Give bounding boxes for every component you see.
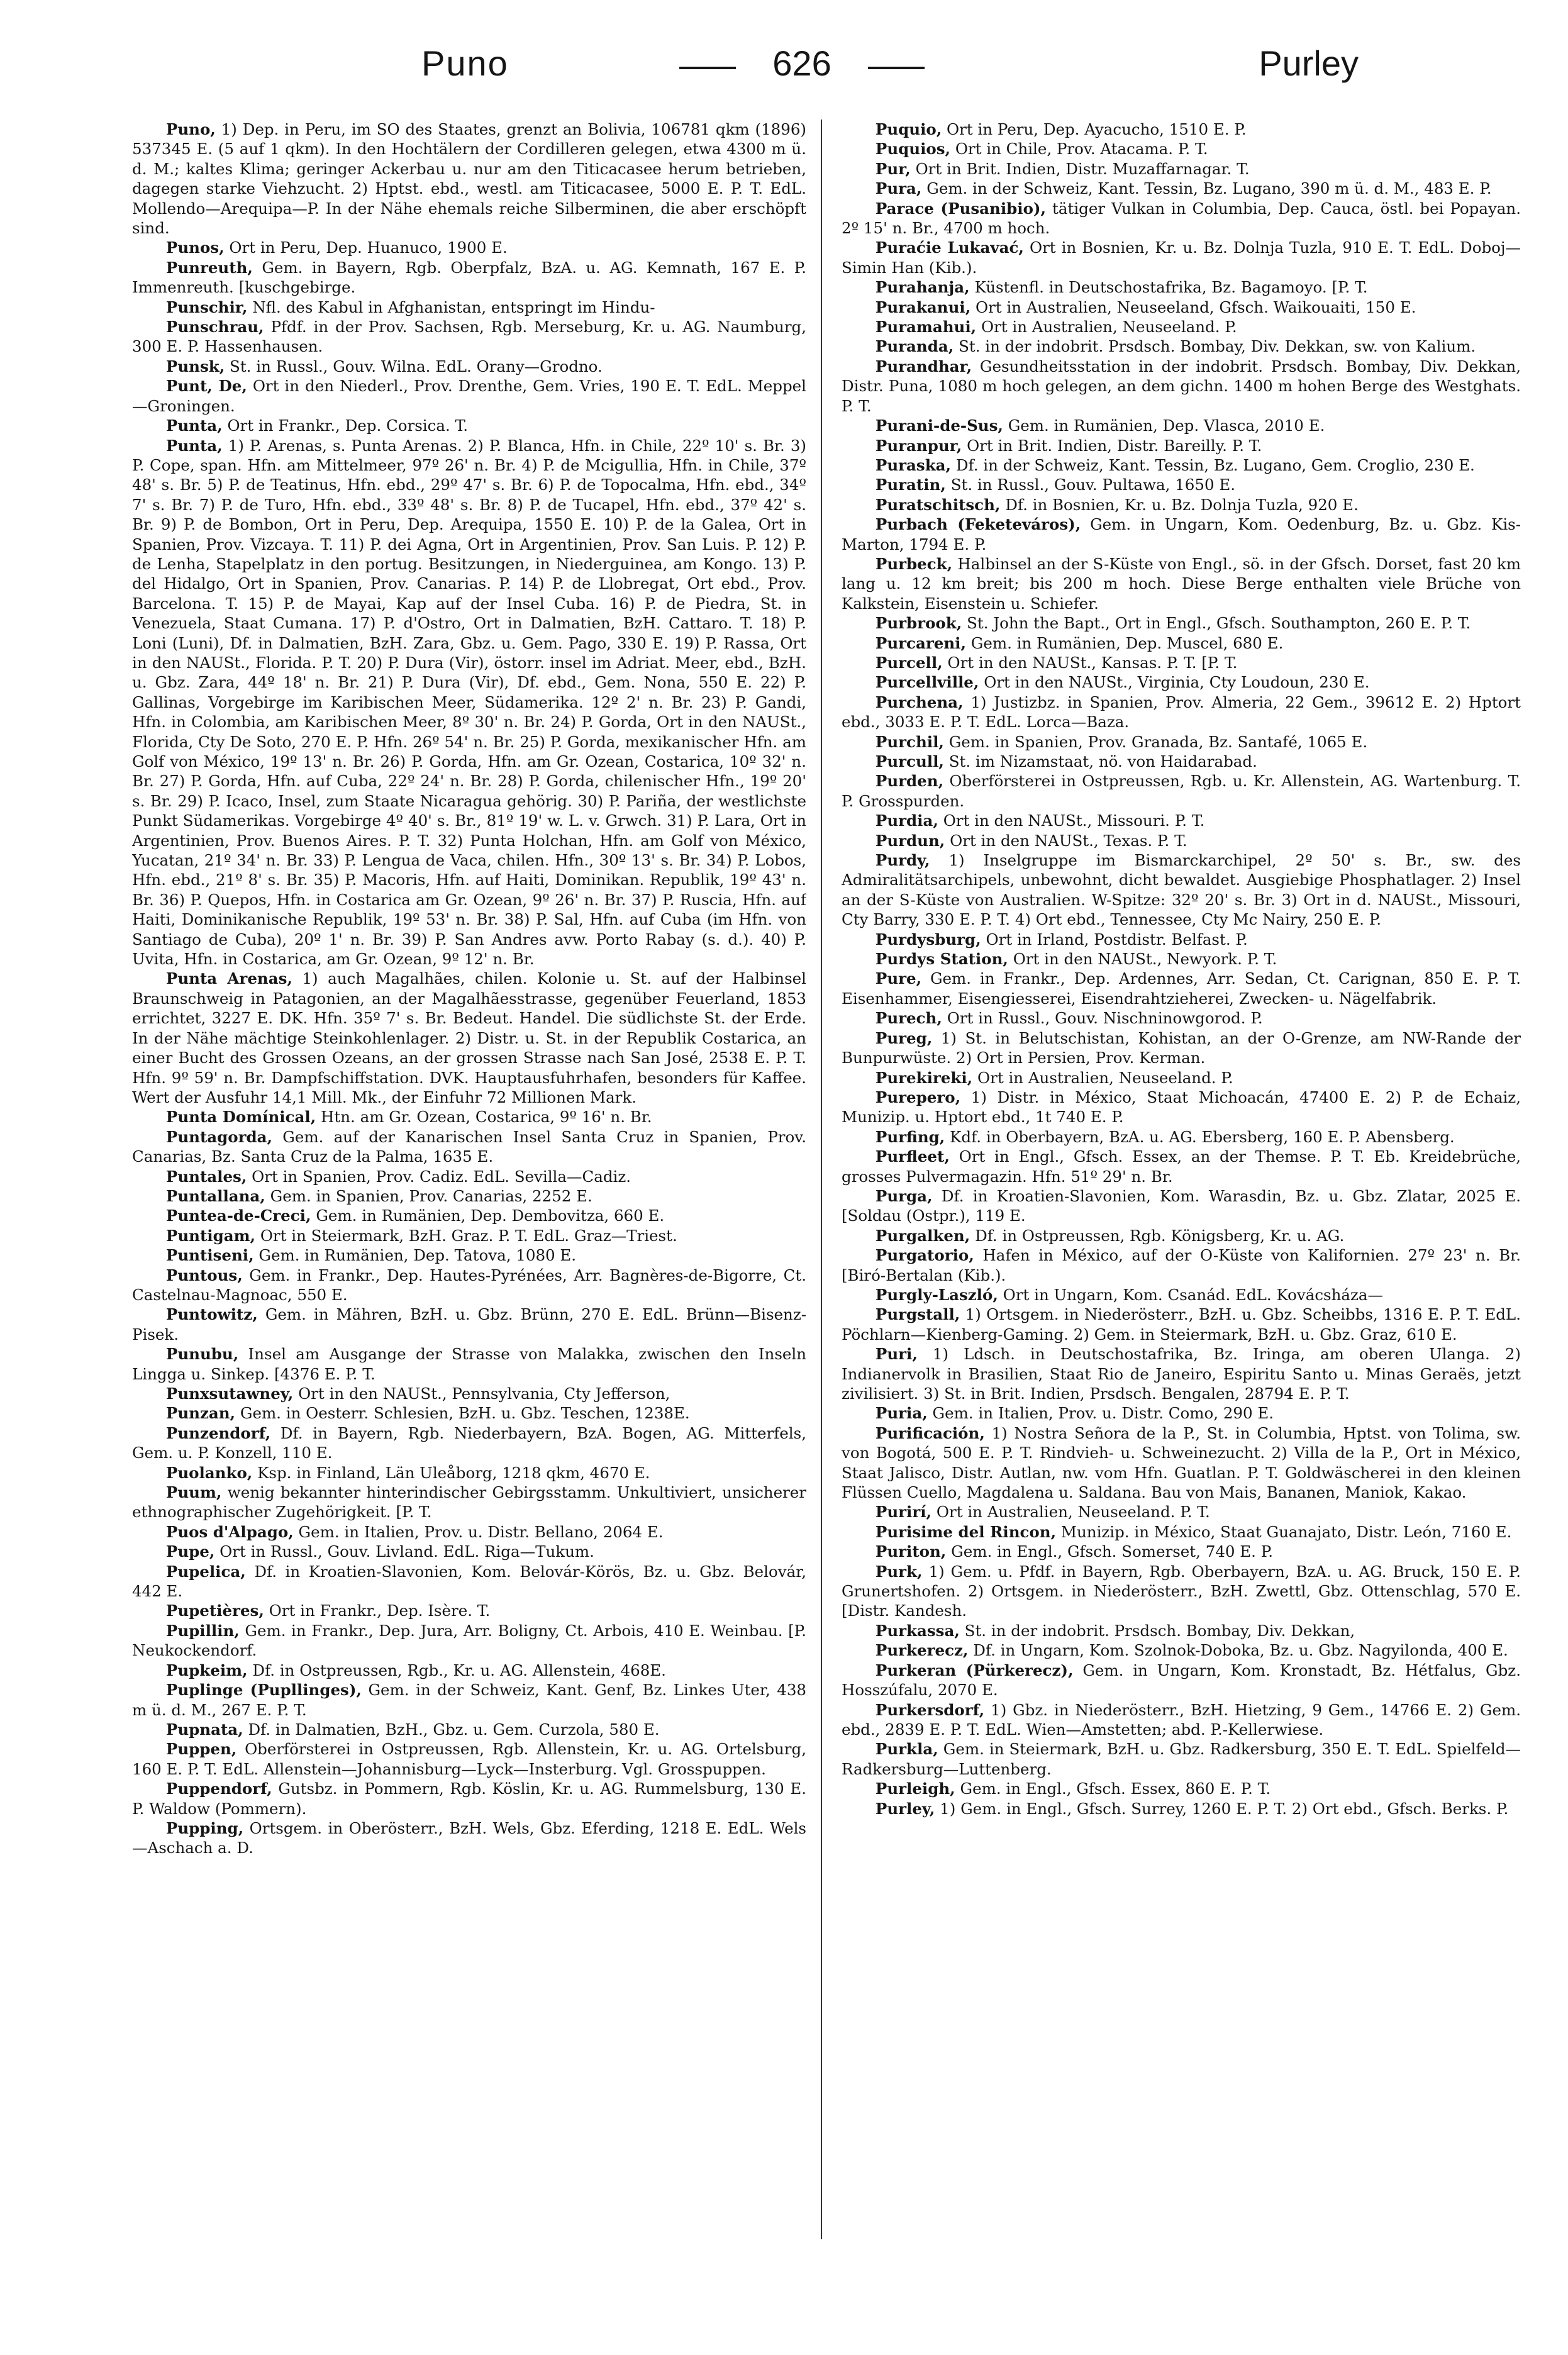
dictionary-entry	[132, 317, 806, 357]
entry-headword: Pur,	[875, 159, 911, 178]
entry-text: Gem. in Steiermark, BzH. u. Gbz. Radkersburg, 350 E. T. EdL. Spielfeld—Radkersburg—Luttenberg.	[842, 1740, 1521, 1778]
entry-text: Ort in Brit. Indien, Distr. Bareilly. P. T.	[967, 436, 1262, 455]
dictionary-entry	[842, 613, 1521, 633]
entry-headword: Purbach (Feketeváros),	[875, 515, 1081, 534]
entry-headword: Puntigam,	[165, 1226, 256, 1245]
entry-headword: Pupe,	[165, 1542, 215, 1561]
entry-headword: Pupelica,	[165, 1562, 246, 1581]
entry-headword: Puntales,	[165, 1167, 247, 1186]
entry-text: Ort in Brit. Indien, Distr. Muzaffarnagar. T.	[915, 159, 1250, 178]
dictionary-entry	[132, 357, 806, 376]
entry-headword: Purekireki,	[875, 1068, 973, 1087]
dictionary-entry	[842, 179, 1521, 198]
dictionary-entry	[842, 515, 1521, 554]
entry-text: Ksp. in Finland, Län Uleåborg, 1218 qkm, 4670 E.	[257, 1463, 650, 1482]
dictionary-entry	[842, 1423, 1521, 1503]
dictionary-entry	[132, 1739, 806, 1779]
dictionary-entry	[132, 376, 806, 416]
entry-text: Ort in Bosnien, Kr. u. Bz. Dolnja Tuzla, 910 E. T. EdL. Doboj—Simin Han (Kib.).	[842, 238, 1521, 277]
entry-headword: Punzan,	[165, 1404, 236, 1423]
entry-text: Nfl. des Kabul in Afghanistan, entspringt im Hindu-	[252, 298, 655, 316]
entry-text: Gem. in Spanien, Prov. Granada, Bz. Santafé, 1065 E.	[948, 732, 1368, 751]
dictionary-entry	[132, 1779, 806, 1818]
entry-text: 1) Ldsch. in Deutschostafrika, Bz. Iringa, am oberen Ulanga. 2) Indianervolk in Brasilien, Staat Rio de Janeiro, Espiritu Santo u. Minas Geraës, jetzt zivilisiert. 3) St. in Brit. Indien, Prsdsch. Bengalen, 28794 E. P. T.	[842, 1345, 1521, 1403]
dictionary-entry	[842, 1008, 1521, 1028]
dictionary-entry	[842, 436, 1521, 455]
entry-headword: Purificación,	[875, 1423, 985, 1442]
dictionary-entry	[842, 930, 1521, 949]
right-column	[842, 120, 1521, 2308]
entry-text: Gem. in Italien, Prov. u. Distr. Bellano, 2064 E.	[298, 1522, 664, 1541]
entry-headword: Pupetières,	[165, 1601, 264, 1620]
dictionary-entry	[842, 298, 1521, 317]
dictionary-entry	[842, 1344, 1521, 1403]
entry-headword: Pupping,	[165, 1818, 244, 1837]
dictionary-entry	[132, 1818, 806, 1858]
entry-headword: Puratin,	[875, 476, 946, 494]
entry-text: Ort in den NAUSt., Virginia, Cty Loudoun, 230 E.	[984, 673, 1370, 692]
dictionary-entry	[842, 969, 1521, 1008]
entry-text: Gem. in Ungarn, Kom. Oedenburg, Bz. u. Gbz. Kis-Marton, 1794 E. P.	[842, 515, 1521, 554]
entry-headword: Puntea-de-Creci,	[165, 1206, 311, 1225]
dictionary-entry	[132, 1423, 806, 1463]
entry-text: St. in der indobrit. Prsdsch. Bombay, Div. Dekkan,	[964, 1621, 1355, 1640]
entry-text: St. in Russl., Gouv. Pultawa, 1650 E.	[950, 476, 1235, 494]
dictionary-entry	[842, 811, 1521, 830]
entry-headword: Pupnata,	[165, 1720, 243, 1739]
entry-text: Df. in Kroatien-Slavonien, Kom. Warasdin, Bz. u. Gbz. Zlatar, 2025 E. [Soldau (Ostpr.), 119 E.	[842, 1186, 1521, 1225]
entry-headword: Purley,	[875, 1799, 935, 1818]
entry-text: Oberförsterei in Ostpreussen, Rgb. Allenstein, Kr. u. AG. Ortelsburg, 160 E. P. T. EdL. Allenstein—Johannisburg—Lyck—Insterburg. Vgl. Grosspuppen.	[132, 1740, 806, 1778]
dictionary-entry	[132, 416, 806, 435]
dictionary-entry	[842, 1640, 1521, 1660]
dictionary-entry	[842, 633, 1521, 653]
entry-headword: Punzendorf,	[165, 1423, 271, 1442]
dictionary-entry	[842, 1542, 1521, 1561]
entry-headword: Puranda,	[875, 337, 954, 356]
entry-text: Df. in Kroatien-Slavonien, Kom. Belovár-Körös, Bz. u. Gbz. Belovár, 442 E.	[132, 1562, 806, 1601]
entry-text: 1) Gbz. in Niederösterr., BzH. Hietzing, 9 Gem., 14766 E. 2) Gem. ebd., 2839 E. P. T. EdL. Wien—Amstetten; abd. P.-Kellerwiese.	[842, 1700, 1521, 1739]
entry-text: wenig bekannter hinterindischer Gebirgsstamm. Unkultiviert, unsicherer ethnographischer Zugehörigkeit. [P. T.	[132, 1483, 806, 1522]
dictionary-entry	[132, 1245, 806, 1265]
entry-headword: Purfing,	[875, 1127, 945, 1146]
entry-headword: Purkassa,	[875, 1621, 960, 1640]
entry-text: 1) Distr. in México, Staat Michoacán, 47400 E. 2) P. de Echaiz, Munizip. u. Hptort ebd., 1t 740 E. P.	[842, 1088, 1521, 1127]
entry-text: Ort in Australien, Neuseeland. P. T.	[936, 1503, 1210, 1522]
entry-text: Ort in den NAUSt., Pennsylvania, Cty Jefferson,	[298, 1384, 670, 1403]
entry-headword: Puriton,	[875, 1542, 947, 1561]
dictionary-entry	[842, 159, 1521, 179]
entry-text: Ort in den NAUSt., Newyork. P. T.	[1013, 950, 1277, 969]
entry-headword: Purk,	[875, 1562, 923, 1581]
dictionary-entry	[842, 1226, 1521, 1245]
entry-text: Gem. in Rumänien, Dep. Vlasca, 2010 E.	[1008, 416, 1325, 435]
dictionary-entry	[842, 1147, 1521, 1186]
entry-text: Ort in Ungarn, Kom. Csanád. EdL. Kovácsháza—	[1003, 1285, 1384, 1304]
entry-headword: Pupillin,	[165, 1621, 240, 1640]
entry-text: Gem. in der Schweiz, Kant. Genf, Bz. Linkes Uter, 438 m ü. d. M., 267 E. P. T.	[132, 1681, 806, 1719]
page-header	[120, 38, 1472, 107]
entry-text: Gem. in Rumänien, Dep. Dembovitza, 660 E.	[316, 1206, 665, 1225]
entry-headword: Puquios,	[875, 140, 951, 159]
entry-headword: Puntowitz,	[165, 1305, 258, 1324]
entry-text: Df. in der Schweiz, Kant. Tessin, Bz. Lugano, Gem. Croglio, 230 E.	[955, 455, 1475, 474]
entry-headword: Parace (Pusanibio),	[875, 199, 1047, 218]
entry-text: Gem. auf der Kanarischen Insel Santa Cruz in Spanien, Prov. Canarias, Bz. Santa Cruz de la Palma, 1635 E.	[132, 1127, 806, 1166]
entry-headword: Puri,	[875, 1345, 918, 1364]
page-number: 626	[686, 43, 918, 84]
entry-text: Ort in Irland, Postdistr. Belfast. P.	[986, 930, 1248, 949]
entry-text: 1) Ortsgem. in Niederösterr., BzH. u. Gbz. Scheibbs, 1316 E. P. T. EdL. Pöchlarn—Kienberg-Gaming. 2) Gem. in Steiermark, BzH. u. Gbz. Graz, 610 E.	[842, 1305, 1521, 1344]
entry-headword: Purdysburg,	[875, 930, 981, 949]
entry-text: Df. in Bayern, Rgb. Niederbayern, BzA. Bogen, AG. Mitterfels, Gem. u. P. Konzell, 110 E.	[132, 1423, 806, 1462]
entry-headword: Purgatorio,	[875, 1246, 974, 1265]
entry-text: Ort in Steiermark, BzH. Graz. P. T. EdL. Graz—Triest.	[260, 1226, 677, 1245]
entry-text: Df. in Ungarn, Kom. Szolnok-Doboka, Bz. u. Gbz. Nagyilonda, 400 E.	[973, 1641, 1508, 1660]
entry-headword: Purech,	[875, 1009, 942, 1028]
dictionary-entry	[842, 317, 1521, 337]
dictionary-entry	[842, 416, 1521, 435]
entry-text: 1) Gem. u. Pfdf. in Bayern, Rgb. Oberbayern, BzA. u. AG. Bruck, 150 E. P. Grunertshofen. 2) Ortsgem. in Niederösterr., BzH. Zwettl, Gbz. Ottenschlag, 570 E. [Distr. Kandesh.	[842, 1562, 1521, 1620]
dictionary-entry	[132, 1621, 806, 1661]
entry-headword: Punreuth,	[165, 258, 253, 277]
entry-text: St. John the Bapt., Ort in Engl., Gfsch. Southampton, 260 E. P. T.	[967, 614, 1471, 633]
entry-text: St. im Nizamstaat, nö. von Haidarabad.	[948, 752, 1257, 771]
entry-text: Htn. am Gr. Ozean, Costarica, 9º 16' n. Br.	[321, 1108, 652, 1127]
entry-text: Ort in Australien, Neuseeland. P.	[981, 318, 1237, 337]
entry-text: Gesundheitsstation in der indobrit. Prsdsch. Bombay, Div. Dekkan, Distr. Puna, 1080 m hoch gelegen, an dem gichn. 1400 m hohen Berge des Westghats. P. T.	[842, 357, 1521, 415]
entry-headword: Purani-de-Sus,	[875, 416, 1003, 435]
entry-headword: Puranpur,	[875, 436, 962, 455]
entry-headword: Punta,	[165, 436, 223, 455]
entry-text: Gem. in Ungarn, Kom. Kronstadt, Bz. Hétfalus, Gbz. Hosszúfalu, 2070 E.	[842, 1661, 1521, 1700]
dictionary-entry	[842, 850, 1521, 930]
entry-text: Ort in Spanien, Prov. Cadiz. EdL. Sevilla—Cadiz.	[252, 1167, 631, 1186]
entry-headword: Puplinge (Pupllinges),	[165, 1681, 362, 1700]
entry-headword: Purchena,	[875, 693, 964, 711]
entry-text: Hafen in México, auf der O-Küste von Kalifornien. 27º 23' n. Br. [Biró-Bertalan (Kib.).	[842, 1246, 1521, 1284]
dictionary-entry	[132, 1127, 806, 1167]
dictionary-entry	[132, 120, 806, 238]
entry-text: 1) Inselgruppe im Bismarckarchipel, 2º 50' s. Br., sw. des Admiralitätsarchipels, unbewohnt, dicht bewaldet. Ausgiebige Phosphatlager. 2) Insel an der S-Küste von Australien. W-Spitze: 32º 20' s. Br. 3) Ort in d. NAUSt., Missouri, Cty Barry, 330 E. P. T. 4) Ort ebd., Tennessee, Cty Mc Nairy, 250 E. P.	[842, 851, 1521, 929]
entry-headword: Puolanko,	[165, 1463, 253, 1482]
dictionary-entry	[132, 1107, 806, 1127]
entry-text: Gem. in Rumänien, Dep. Muscel, 680 E.	[970, 633, 1284, 652]
entry-headword: Punschir,	[165, 298, 248, 316]
entry-headword: Purandhar,	[875, 357, 972, 376]
entry-text: 1) Justizbz. in Spanien, Prov. Almeria, 22 Gem., 39612 E. 2) Hptort ebd., 3033 E. P. T. EdL. Lorca—Baza.	[842, 693, 1521, 732]
dictionary-entry	[842, 1739, 1521, 1779]
dictionary-entry	[842, 831, 1521, 850]
entry-text: Ort in Australien, Neuseeland. P.	[977, 1068, 1233, 1087]
entry-headword: Puraćie Lukavać,	[875, 238, 1024, 257]
entry-text: Ort in Frankr., Dep. Corsica. T.	[227, 416, 469, 435]
entry-text: Gem. in Bayern, Rgb. Oberpfalz, BzA. u. AG. Kemnath, 167 E. P. Immenreuth. [kuschgebirge.	[132, 258, 806, 297]
dictionary-entry	[132, 1562, 806, 1601]
entry-headword: Purbrook,	[875, 614, 962, 633]
dictionary-entry	[842, 455, 1521, 475]
dictionary-entry	[132, 238, 806, 257]
entry-text: Gem. in Frankr., Dep. Hautes-Pyrénées, Arr. Bagnères-de-Bigorre, Ct. Castelnau-Magnoac, 550 E.	[132, 1266, 806, 1304]
entry-headword: Purirí,	[875, 1503, 932, 1522]
dictionary-entry	[842, 653, 1521, 672]
entry-headword: Purkeran (Pürkerecz),	[875, 1661, 1074, 1679]
dictionary-entry	[842, 752, 1521, 771]
entry-headword: Purden,	[875, 772, 944, 791]
entry-headword: Pureg,	[875, 1028, 933, 1047]
entry-text: Gem. in Engl., Gfsch. Somerset, 740 E. P.	[951, 1542, 1274, 1561]
dictionary-entry	[132, 1384, 806, 1403]
entry-headword: Purkerecz,	[875, 1641, 969, 1660]
dictionary-entry	[132, 1206, 806, 1225]
dictionary-entry	[132, 1522, 806, 1542]
entry-headword: Purbeck,	[875, 554, 953, 573]
dictionary-entry	[132, 1542, 806, 1561]
dictionary-entry	[132, 969, 806, 1107]
dictionary-entry	[842, 1779, 1521, 1798]
entry-text: Ort in Peru, Dep. Huanuco, 1900 E.	[229, 238, 508, 257]
entry-headword: Puraska,	[875, 455, 952, 474]
entry-text: Ort in Peru, Dep. Ayacucho, 1510 E. P.	[947, 120, 1247, 138]
entry-text: Ort in Chile, Prov. Atacama. P. T.	[955, 140, 1208, 159]
dictionary-entry	[132, 1226, 806, 1245]
dictionary-entry	[132, 298, 806, 317]
dictionary-entry	[842, 120, 1521, 139]
entry-headword: Purepero,	[875, 1088, 961, 1106]
entry-text: Küstenfl. in Deutschostafrika, Bz. Bagamoyo. [P. T.	[974, 278, 1368, 297]
entry-headword: Purcareni,	[875, 633, 966, 652]
dictionary-entry	[842, 1186, 1521, 1226]
entry-text: Gem. in der Schweiz, Kant. Tessin, Bz. Lugano, 390 m ü. d. M., 483 E. P.	[926, 179, 1492, 198]
entry-text: Kdf. in Oberbayern, BzA. u. AG. Ebersberg, 160 E. P. Abensberg.	[950, 1127, 1455, 1146]
dictionary-entry	[132, 1483, 806, 1522]
entry-headword: Purcell,	[875, 653, 943, 672]
entry-text: Gem. in Rumänien, Dep. Tatova, 1080 E.	[259, 1246, 577, 1265]
dictionary-entry	[132, 1680, 806, 1720]
entry-text: Ort in den Niederl., Prov. Drenthe, Gem. Vries, 190 E. T. EdL. Meppel—Groningen.	[132, 377, 806, 415]
entry-headword: Puquio,	[875, 120, 942, 138]
running-head-first-entry: Puno	[421, 43, 509, 83]
entry-headword: Puno,	[165, 120, 216, 138]
entry-headword: Punschrau,	[165, 318, 264, 337]
entry-headword: Purdy,	[875, 851, 930, 870]
entry-headword: Purga,	[875, 1186, 933, 1205]
dictionary-entry	[132, 1720, 806, 1739]
entry-headword: Purdia,	[875, 811, 938, 830]
dictionary-entry	[842, 277, 1521, 297]
entry-text: Df. in Dalmatien, BzH., Gbz. u. Gem. Curzola, 580 E.	[248, 1720, 660, 1739]
entry-text: Munizip. in México, Staat Guanajato, Distr. León, 7160 E.	[1060, 1522, 1512, 1541]
dictionary-entry	[842, 1028, 1521, 1068]
dictionary-entry	[842, 1285, 1521, 1305]
entry-headword: Purdun,	[875, 831, 945, 850]
entry-headword: Puntous,	[165, 1266, 243, 1284]
dictionary-entry	[132, 1601, 806, 1620]
entry-headword: Purfleet,	[875, 1147, 950, 1166]
entry-headword: Puntallana,	[165, 1186, 265, 1205]
running-head-last-entry: Purley	[1259, 43, 1359, 83]
entry-headword: Punta,	[165, 416, 223, 435]
entry-text: Ort in Frankr., Dep. Isère. T.	[269, 1601, 491, 1620]
entry-text: St. in der indobrit. Prsdsch. Bombay, Div. Dekkan, sw. von Kalium.	[959, 337, 1476, 356]
entry-text: Oberförsterei in Ostpreussen, Rgb. u. Kr. Allenstein, AG. Wartenburg. T. P. Grosspurden.	[842, 772, 1521, 810]
entry-text: 1) P. Arenas, s. Punta Arenas. 2) P. Blanca, Hfn. in Chile, 22º 10' s. Br. 3) P. Cope, span. Hfn. am Mittelmeer, 97º 26' n. Br. 4) P. de Mcigullia, Hfn. in Chile, 37º 48' s. Br. 5) P. de Teatinus, Hfn. ebd., 29º 47' s. Br. 6) P. de Topocalma, Hfn. ebd., 34º 7' s. Br. 7) P. de Turo, Hfn. ebd., 33º 48' s. Br. 8) P. de Tucapel, Hfn. ebd., 37º 42' s. Br. 9) P. de Bombon, Ort in Peru, Dep. Arequipa, 1550 E. 10) P. de la Galea, Ort in Spanien, Prov. Vizcaya. T. 11) P. dei Agna, Ort in Argentinien, Prov. San Luis. P. 12) P. de Lenha, Stapelplatz in den portug. Besitzungen, in Niederguinea, am Kongo. 13) P. del Hidalgo, Ort in Spanien, Prov. Canarias. P. 14) P. de Llobregat, Ort ebd., Prov. Barcelona. T. 15) P. de Mayai, Kap auf der Insel Cuba. 16) P. de Piedra, St. in Venezuela, Staat Cumana. 17) P. d'Ostro, Ort in Dalmatien, BzH. Cattaro. T. 18) P. Loni (Luni), Df. in Dalmatien, BzH. Zara, Gbz. u. Gem. Pago, 330 E. 19) P. Rassa, Ort in den NAUSt., Florida. P. T. 20) P. Dura (Vir), östorr. insel im Adriat. Meer, ebd., BzH. u. Gbz. Zara, 44º 18' n. Br. 21) P. Dura (Vir), Df. ebd., Gem. Nona, 550 E. 22) P. Gallinas, Vorgebirge im Karibischen Meer, Südamerika. 12º 2' n. Br. 23) P. Gandi, Hfn. in Colombia, am Karibischen Meer, 8º 30' n. Br. 24) P. Gorda, Ort in den NAUSt., Florida, Cty De Soto, 270 E. P. Hfn. 26º 54' n. Br. 25) P. Gorda, mexikanischer Hfn. am Golf von México, 19º 13' n. Br. 26) P. Gorda, Hfn. am Gr. Ozean, Costarica, 10º 32' n. Br. 27) P. Gorda, Hfn. auf Cuba, 22º 24' n. Br. 28) P. Gorda, chilenischer Hfn., 19º 20' s. Br. 29) P. Icaco, Insel, zum Staate Nicaragua gehörig. 30) P. Pariña, der westlichste Punkt Südamerikas. Vorgebirge 4º 40' s. Br., 81º 19' w. L. v. Grwch. 31) P. Lara, Ort in Argentinien, Prov. Buenos Aires. P. T. 32) Punta Holchan, Hfn. am Golf von México, Yucatan, 21º 34' n. Br. 33) P. Lengua de Vaca, chilen. Hfn., 30º 13' s. Br. 34) P. Lobos, Hfn. ebd., 21º 8' s. Br. 35) P. Macoris, Hfn. auf Haiti, Dominikan. Republik, 19º 43' n. Br. 36) P. Quepos, Hfn. in Costarica am Gr. Ozean, 9º 26' n. Br. 37) P. Ruscia, Hfn. auf Haiti, Dominikanische Republik, 19º 53' n. Br. 38) P. Sal, Hfn. auf Cuba (im Hfn. von Santiago de Cuba), 20º 1' n. Br. 39) P. San Andres avw. Porto Rabay (s. d.). 40) P. Uvita, Hfn. in Costarica, am Gr. Ozean, 9º 12' n. Br.	[132, 436, 806, 969]
entry-text: Gem. in Engl., Gfsch. Essex, 860 E. P. T.	[960, 1779, 1271, 1798]
entry-headword: Punxsutawney,	[165, 1384, 294, 1403]
dictionary-entry	[132, 1403, 806, 1423]
entry-headword: Purchil,	[875, 732, 944, 751]
entry-text: Ort in Russl., Gouv. Livland. EdL. Riga—Tukum.	[220, 1542, 594, 1561]
dictionary-entry	[842, 1403, 1521, 1423]
dictionary-entry	[842, 554, 1521, 613]
entry-text: Gem. in Italien, Prov. u. Distr. Como, 290 E.	[932, 1404, 1274, 1423]
entry-headword: Puppendorf,	[165, 1779, 272, 1798]
entry-headword: Puos d'Alpago,	[165, 1522, 294, 1541]
entry-headword: Purakanui,	[875, 298, 971, 316]
entry-headword: Puramahui,	[875, 318, 977, 337]
entry-headword: Purgly-Laszló,	[875, 1285, 998, 1304]
entry-text: Gem. in Oesterr. Schlesien, BzH. u. Gbz. Teschen, 1238E.	[240, 1404, 690, 1423]
entry-headword: Punos,	[165, 238, 225, 257]
dictionary-entry	[842, 1127, 1521, 1147]
dictionary-entry	[132, 1167, 806, 1186]
entry-text: Df. in Ostpreussen, Rgb. Königsberg, Kr. u. AG.	[975, 1226, 1345, 1245]
entry-text: 1) Nostra Señora de la P., St. in Columbia, Hptst. von Tolima, sw. von Bogotá, 500 E. P. T. Rindvieh- u. Schweinezucht. 2) Villa de la P., Ort in México, Staat Jalisco, Distr. Autlan, nw. vom Hfn. Guatlan. P. T. Goldwäscherei in den kleinen Flüssen Cuello, Magdalena u. Saldana. Bau von Mais, Bananen, Maniok, Kakao.	[842, 1423, 1521, 1502]
entry-text: Ort in den NAUSt., Kansas. P. T. [P. T.	[947, 653, 1238, 672]
dictionary-entry	[842, 238, 1521, 277]
entry-headword: Purgstall,	[875, 1305, 960, 1324]
dictionary-entry	[132, 1463, 806, 1483]
entry-text: tätiger Vulkan in Columbia, Dep. Cauca, östl. bei Popayan. 2º 15' n. Br., 4700 m hoch.	[842, 199, 1521, 238]
entry-headword: Puntagorda,	[165, 1127, 273, 1146]
entry-text: Pfdf. in der Prov. Sachsen, Rgb. Merseburg, Kr. u. AG. Naumburg, 300 E. P. Hassenhausen.	[132, 318, 806, 356]
entry-headword: Purkla,	[875, 1740, 938, 1759]
dictionary-entry	[842, 1562, 1521, 1621]
dictionary-entry	[132, 1266, 806, 1305]
dictionary-entry	[842, 732, 1521, 752]
dictionary-entry	[842, 1245, 1521, 1285]
entry-text: Ort in Russl., Gouv. Nischninowgorod. P.	[947, 1009, 1263, 1028]
dictionary-entry	[132, 258, 806, 298]
entry-headword: Purisime del Rincon,	[875, 1522, 1057, 1541]
entry-headword: Purleigh,	[875, 1779, 955, 1798]
entry-headword: Purgalken,	[875, 1226, 970, 1245]
dictionary-entry	[842, 199, 1521, 238]
dictionary-entry	[842, 1305, 1521, 1344]
dictionary-entry	[842, 771, 1521, 811]
dictionary-entry	[842, 495, 1521, 515]
entry-headword: Pupkeim,	[165, 1661, 248, 1679]
entry-text: 1) auch Magalhães, chilen. Kolonie u. St. auf der Halbinsel Braunschweig in Patagonien, an der Magalhãesstrasse, gegenüber Feuerland, 1853 errichtet, 3227 E. DK. Hfn. 35º 7' s. Br. Bedeut. Handel. Die südlichste St. der Erde. In der Nähe mächtige Steinkohlenlager. 2) Distr. u. St. in der Republik Costarica, an einer Bucht des Grossen Ozeans, an der grossen Strasse nach San José, 2538 E. P. T. Hfn. 9º 59' n. Br. Dampfschiffstation. DVK. Hauptausfuhrhafen, besonders für Kaffee. Wert der Ausfuhr 14,1 Mill. Mk., der Einfuhr 72 Millionen Mark.	[132, 969, 806, 1106]
entry-text: Gem. in Spanien, Prov. Canarias, 2252 E.	[270, 1186, 592, 1205]
entry-headword: Puratschitsch,	[875, 495, 1001, 514]
dictionary-entry	[842, 1700, 1521, 1740]
entry-headword: Purdys Station,	[875, 950, 1008, 969]
dictionary-entry	[842, 1522, 1521, 1542]
entry-headword: Puum,	[165, 1483, 222, 1502]
entry-headword: Purcellville,	[875, 673, 979, 692]
dictionary-entry	[842, 357, 1521, 416]
dictionary-entry	[842, 337, 1521, 356]
entry-headword: Punt, De,	[165, 377, 247, 396]
dictionary-entry	[842, 1502, 1521, 1522]
entry-text: Ort in Engl., Gfsch. Essex, an der Themse. P. T. Eb. Kreidebrüche, grosses Pulvermagazin. Hfn. 51º 29' n. Br.	[842, 1147, 1521, 1186]
dictionary-entry	[842, 672, 1521, 692]
entry-headword: Punubu,	[165, 1345, 239, 1364]
entry-text: Ortsgem. in Oberösterr., BzH. Wels, Gbz. Eferding, 1218 E. EdL. Wels—Aschach a. D.	[132, 1818, 806, 1857]
entry-text: Df. in Ostpreussen, Rgb., Kr. u. AG. Allenstein, 468E.	[252, 1661, 666, 1679]
entry-headword: Punsk,	[165, 357, 225, 376]
entry-text: 1) Dep. in Peru, im SO des Staates, grenzt an Bolivia, 106781 qkm (1896) 537345 E. (5 auf 1 qkm). In den Hochtälern der Cordilleren gelegen, etwa 4300 m ü. d. M.; kaltes Klima; geringer Ackerbau u. nur am den Titicacasee herum betrieben, dagegen starke Viehzucht. 2) Hptst. ebd., westl. am Titicacasee, 5000 E. P. T. EdL. Mollendo—Arequipa—P. In der Nähe ehemals reiche Silberminen, die aber erschöpft sind.	[132, 120, 806, 238]
left-column	[132, 120, 806, 2308]
dictionary-entry	[132, 1344, 806, 1384]
dictionary-entry	[842, 1799, 1521, 1818]
entry-headword: Punta Arenas,	[165, 969, 292, 988]
entry-headword: Punta Domínical,	[165, 1108, 316, 1127]
entry-headword: Pura,	[875, 179, 922, 198]
entry-headword: Purkersdorf,	[875, 1700, 985, 1719]
dictionary-entry	[842, 1621, 1521, 1640]
column-divider	[821, 120, 822, 2239]
entry-headword: Purcull,	[875, 752, 944, 771]
entry-text: Gem. in Frankr., Dep. Jura, Arr. Boligny, Ct. Arbois, 410 E. Weinbau. [P. Neukockendorf.	[132, 1621, 806, 1660]
dictionary-entry	[132, 1661, 806, 1680]
entry-text: Df. in Bosnien, Kr. u. Bz. Dolnja Tuzla, 920 E.	[1005, 495, 1359, 514]
dictionary-entry	[132, 1186, 806, 1206]
entry-text: 1) Gem. in Engl., Gfsch. Surrey, 1260 E. P. T. 2) Ort ebd., Gfsch. Berks. P.	[940, 1799, 1509, 1818]
dictionary-entry	[842, 475, 1521, 494]
dictionary-entry	[842, 693, 1521, 732]
entry-text: Insel am Ausgange der Strasse von Malakka, zwischen den Inseln Lingga u. Sinkep. [4376 E. P. T.	[132, 1345, 806, 1383]
entry-text: Gem. in Frankr., Dep. Ardennes, Arr. Sedan, Ct. Carignan, 850 E. P. T. Eisenhammer, Eisengiesserei, Eisendrahtzieherei, Zwecken- u. Nägelfabrik.	[842, 969, 1521, 1008]
dictionary-entry	[842, 949, 1521, 969]
dictionary-entry	[842, 1661, 1521, 1700]
entry-headword: Puppen,	[165, 1740, 237, 1759]
dictionary-entry	[132, 436, 806, 969]
entry-text: Gem. in Mähren, BzH. u. Gbz. Brünn, 270 E. EdL. Brünn—Bisenz-Pisek.	[132, 1305, 806, 1344]
entry-text: St. in Russl., Gouv. Wilna. EdL. Orany—Grodno.	[230, 357, 603, 376]
entry-text: Ort in Australien, Neuseeland, Gfsch. Waikouaiti, 150 E.	[976, 298, 1416, 316]
entry-text: 1) St. in Belutschistan, Kohistan, an der O-Grenze, am NW-Rande der Bunpurwüste. 2) Ort in Persien, Prov. Kerman.	[842, 1028, 1521, 1067]
entry-headword: Pure,	[875, 969, 922, 988]
entry-headword: Puria,	[875, 1404, 928, 1423]
dictionary-entry	[842, 1088, 1521, 1127]
entry-text: Halbinsel an der S-Küste von Engl., sö. in der Gfsch. Dorset, fast 20 km lang u. 12 km breit; bis 200 m hoch. Diese Berge enthalten viele Brüche von Kalkstein, Eisenstein u. Schiefer.	[842, 554, 1521, 613]
entry-headword: Purahanja,	[875, 278, 970, 297]
dictionary-entry	[842, 139, 1521, 159]
entry-text: Ort in den NAUSt., Missouri. P. T.	[943, 811, 1205, 830]
entry-text: Ort in den NAUSt., Texas. P. T.	[950, 831, 1187, 850]
dictionary-entry	[842, 1068, 1521, 1088]
entry-headword: Puntiseni,	[165, 1246, 254, 1265]
entry-text: Gutsbz. in Pommern, Rgb. Köslin, Kr. u. AG. Rummelsburg, 130 E. P. Waldow (Pommern).	[132, 1779, 806, 1818]
dictionary-entry	[132, 1305, 806, 1344]
